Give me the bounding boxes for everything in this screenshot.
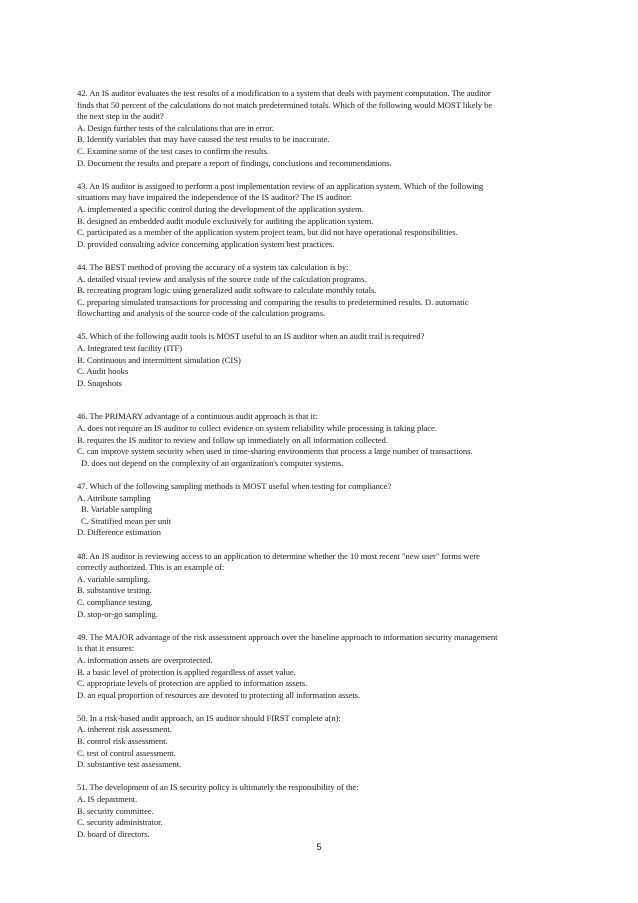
option-a: A. variable sampling. — [77, 573, 150, 584]
question-text: 44. The BEST method of proving the accuracy of a system tax calculation is by: — [77, 261, 349, 272]
option-d: D. provided consulting advice concerning application system best practices. — [77, 238, 335, 249]
option-b: B. security committee. — [77, 805, 154, 816]
option-d: D. Snapshots — [77, 377, 122, 388]
question-45 — [77, 331, 567, 389]
option-d: D. substantive test assessment. — [77, 759, 182, 770]
question-text: 42. An IS auditor evaluates the test results of a modification to a system that deals with payment computation. The auditor — [77, 88, 491, 98]
option-a: A. Design further tests of the calculations that are in error. — [77, 122, 274, 133]
option-b: B. a basic level of protection is applied regardless of asset value. — [77, 666, 296, 677]
option-c: C. appropriate levels of protection are applied to information assets. — [77, 678, 308, 689]
option-d: flowcharting and analysis of the source code of the calculation programs. — [77, 308, 326, 319]
option-c: C. preparing simulated transactions for processing and comparing the results to predetermined results. D. automatic — [77, 296, 469, 307]
question-text: 48. An IS auditor is reviewing access to an application to determine whether the 10 most recent "new user" forms were — [77, 550, 480, 561]
page-number: 5 — [316, 842, 322, 852]
question-48 — [77, 551, 567, 621]
option-a: A. inherent risk assessment. — [77, 724, 172, 735]
question-text: finds that 50 percent of the calculations do not match predetermined totals. Which of the following would MOST likely be — [77, 99, 493, 110]
option-d: D. Difference estimation — [77, 527, 161, 538]
option-b: B. Identify variables that may have caused the test results to be inaccurate. — [77, 134, 330, 145]
question-text: 49. The MAJOR advantage of the risk assessment approach over the baseline approach to information security management — [77, 631, 498, 642]
question-text: the next step in the audit? — [77, 111, 164, 122]
question-text: correctly authorized. This is an example of: — [77, 562, 225, 573]
question-46 — [77, 411, 567, 469]
question-list — [77, 88, 567, 840]
question-text: 45. Which of the following audit tools is MOST useful to an IS auditor when an audit trail is required? — [77, 331, 425, 342]
option-c: C. can improve system security when used in time-sharing environments that process a large number of transactions. — [77, 446, 473, 457]
option-a: A. IS department. — [77, 794, 138, 805]
question-text: situations may have impaired the independence of the IS auditor? The IS auditor: — [77, 192, 353, 203]
option-d: D. stop-or-go sampling. — [77, 608, 158, 619]
option-a: A. Integrated test facility (ITF) — [77, 343, 183, 354]
question-text: 51. The development of an IS security policy is ultimately the responsibility of the: — [77, 782, 359, 793]
option-c: C. participated as a member of the application system project team, but did not have operational responsibilities. — [77, 227, 458, 238]
question-text: 46. The PRIMARY advantage of a continuous audit approach is that it: — [77, 411, 318, 422]
option-b: B. designed an embedded audit module exclusively for auditing the application system. — [77, 215, 374, 226]
question-text: 43. An IS auditor is assigned to perform a post implementation review of an application system. Which of the following — [77, 180, 484, 191]
question-49 — [77, 632, 567, 702]
question-text: 47. Which of the following sampling methods is MOST useful when testing for compliance? — [77, 481, 392, 491]
option-c: C. Examine some of the test cases to confirm the results. — [77, 145, 269, 156]
option-b: B. control risk assessment. — [77, 736, 168, 747]
question-42 — [77, 88, 567, 169]
option-c: C. compliance testing. — [77, 596, 153, 607]
option-c: C. test of control assessment. — [77, 747, 176, 758]
option-a: A. Attribute sampling — [77, 492, 151, 503]
option-d: D. board of directors. — [77, 828, 150, 839]
option-a: A. does not require an IS auditor to collect evidence on system reliability while processing is taking place. — [77, 423, 437, 434]
question-47 — [77, 481, 567, 539]
question-44 — [77, 262, 567, 320]
option-b: B. requires the IS auditor to review and follow up immediately on all information collected. — [77, 434, 388, 445]
question-51 — [77, 782, 567, 840]
option-b: B. recreating program logic using generalized audit software to calculate monthly totals. — [77, 285, 377, 296]
option-b: B. Continuous and intermittent simulation (CIS) — [77, 354, 241, 365]
option-c: C. Stratified mean per unit — [81, 515, 172, 526]
option-a: A. detailed visual review and analysis of the source code of the calculation programs. — [77, 273, 367, 284]
option-a: A. implemented a specific control during the development of the application system. — [77, 203, 364, 214]
option-d: D. Document the results and prepare a report of findings, conclusions and recommendations. — [77, 157, 392, 168]
question-43 — [77, 181, 567, 251]
question-text: 50. In a risk-based audit approach, an IS auditor should FIRST complete a(n): — [77, 712, 341, 723]
option-c: C. security administrator. — [77, 817, 163, 828]
question-50 — [77, 713, 567, 771]
option-d: D. an equal proportion of resources are devoted to protecting all information assets. — [77, 689, 361, 700]
option-b: B. substantive testing. — [77, 585, 152, 596]
option-a: A. information assets are overprotected. — [77, 654, 213, 665]
option-c: C. Audit hooks — [77, 366, 129, 377]
option-d: D. does not depend on the complexity of an organization's computer systems. — [81, 457, 344, 468]
option-b: B. Variable sampling — [81, 504, 153, 515]
question-text: is that it ensures: — [77, 643, 135, 654]
